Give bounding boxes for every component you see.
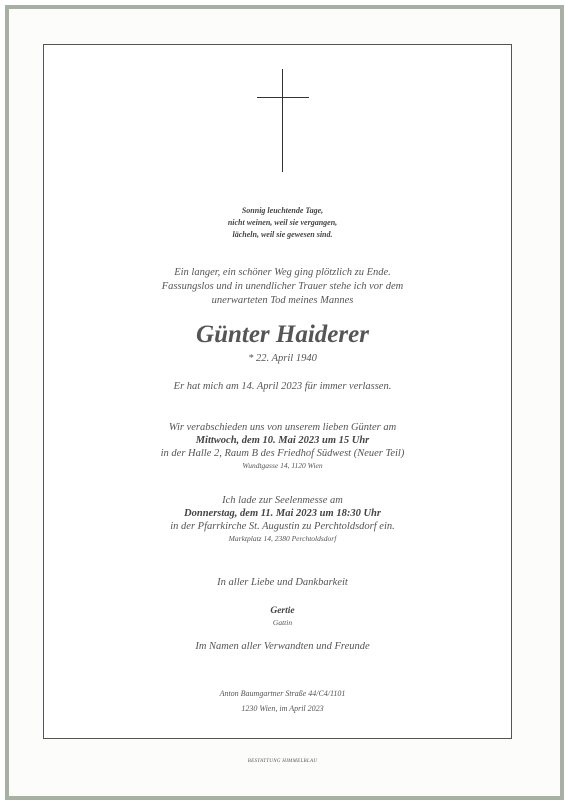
funeral-address: Wundtgasse 14, 1120 Wien <box>242 461 323 470</box>
sender-city-date: 1230 Wien, im April 2023 <box>241 704 324 713</box>
poem-line: nicht weinen, weil sie vergangen, <box>227 218 338 227</box>
intro-line: unerwarteten Tod meines Mannes <box>211 295 354 306</box>
cross-icon-bar <box>257 97 309 98</box>
intro-line: Ein langer, ein schöner Weg ging plötzlich zu Ende. <box>174 267 391 278</box>
intro-text <box>60 266 505 308</box>
closing-phrase: In aller Liebe und Dankbarkeit <box>217 577 348 588</box>
poem-line: lächeln, weil sie gewesen sind. <box>232 230 333 239</box>
mass-intro: Ich lade zur Seelenmesse am <box>222 495 343 506</box>
funeral-intro: Wir verabschieden uns von unserem lieben Günter am <box>168 422 397 433</box>
signer-name: Gertie <box>270 606 295 616</box>
poem-line: Sonnig leuchtende Tage, <box>241 206 324 215</box>
deceased-name: Günter Haiderer <box>196 321 369 348</box>
intro-line: Fassungslos und in unendlicher Trauer stehe ich vor dem <box>161 281 404 292</box>
footer-funeral-home: BESTATTUNG HIMMELBLAU <box>247 759 318 764</box>
mass-place: in der Pfarrkirche St. Augustin zu Perchtoldsdorf ein. <box>170 521 395 532</box>
poem <box>60 205 505 241</box>
sender-street: Anton Baumgartner Straße 44/C4/1101 <box>219 689 346 698</box>
funeral-place: in der Halle 2, Raum B des Friedhof Südwest (Neuer Teil) <box>160 448 405 459</box>
mass-date: Donnerstag, dem 11. Mai 2023 um 18:30 Uhr <box>184 508 381 519</box>
family-line: Im Namen aller Verwandten und Freunde <box>195 641 370 652</box>
death-notice: Er hat mich am 14. April 2023 für immer verlassen. <box>173 381 392 392</box>
mass-info <box>60 494 505 545</box>
funeral-date: Mittwoch, dem 10. Mai 2023 um 15 Uhr <box>195 435 370 446</box>
birth-date: * 22. April 1940 <box>248 353 317 364</box>
funeral-info <box>60 421 505 472</box>
signer-role: Gattin <box>272 618 293 627</box>
sender-address <box>60 686 505 716</box>
mass-address: Marktplatz 14, 2380 Perchtoldsdorf <box>228 534 337 543</box>
cross-icon <box>282 69 283 172</box>
